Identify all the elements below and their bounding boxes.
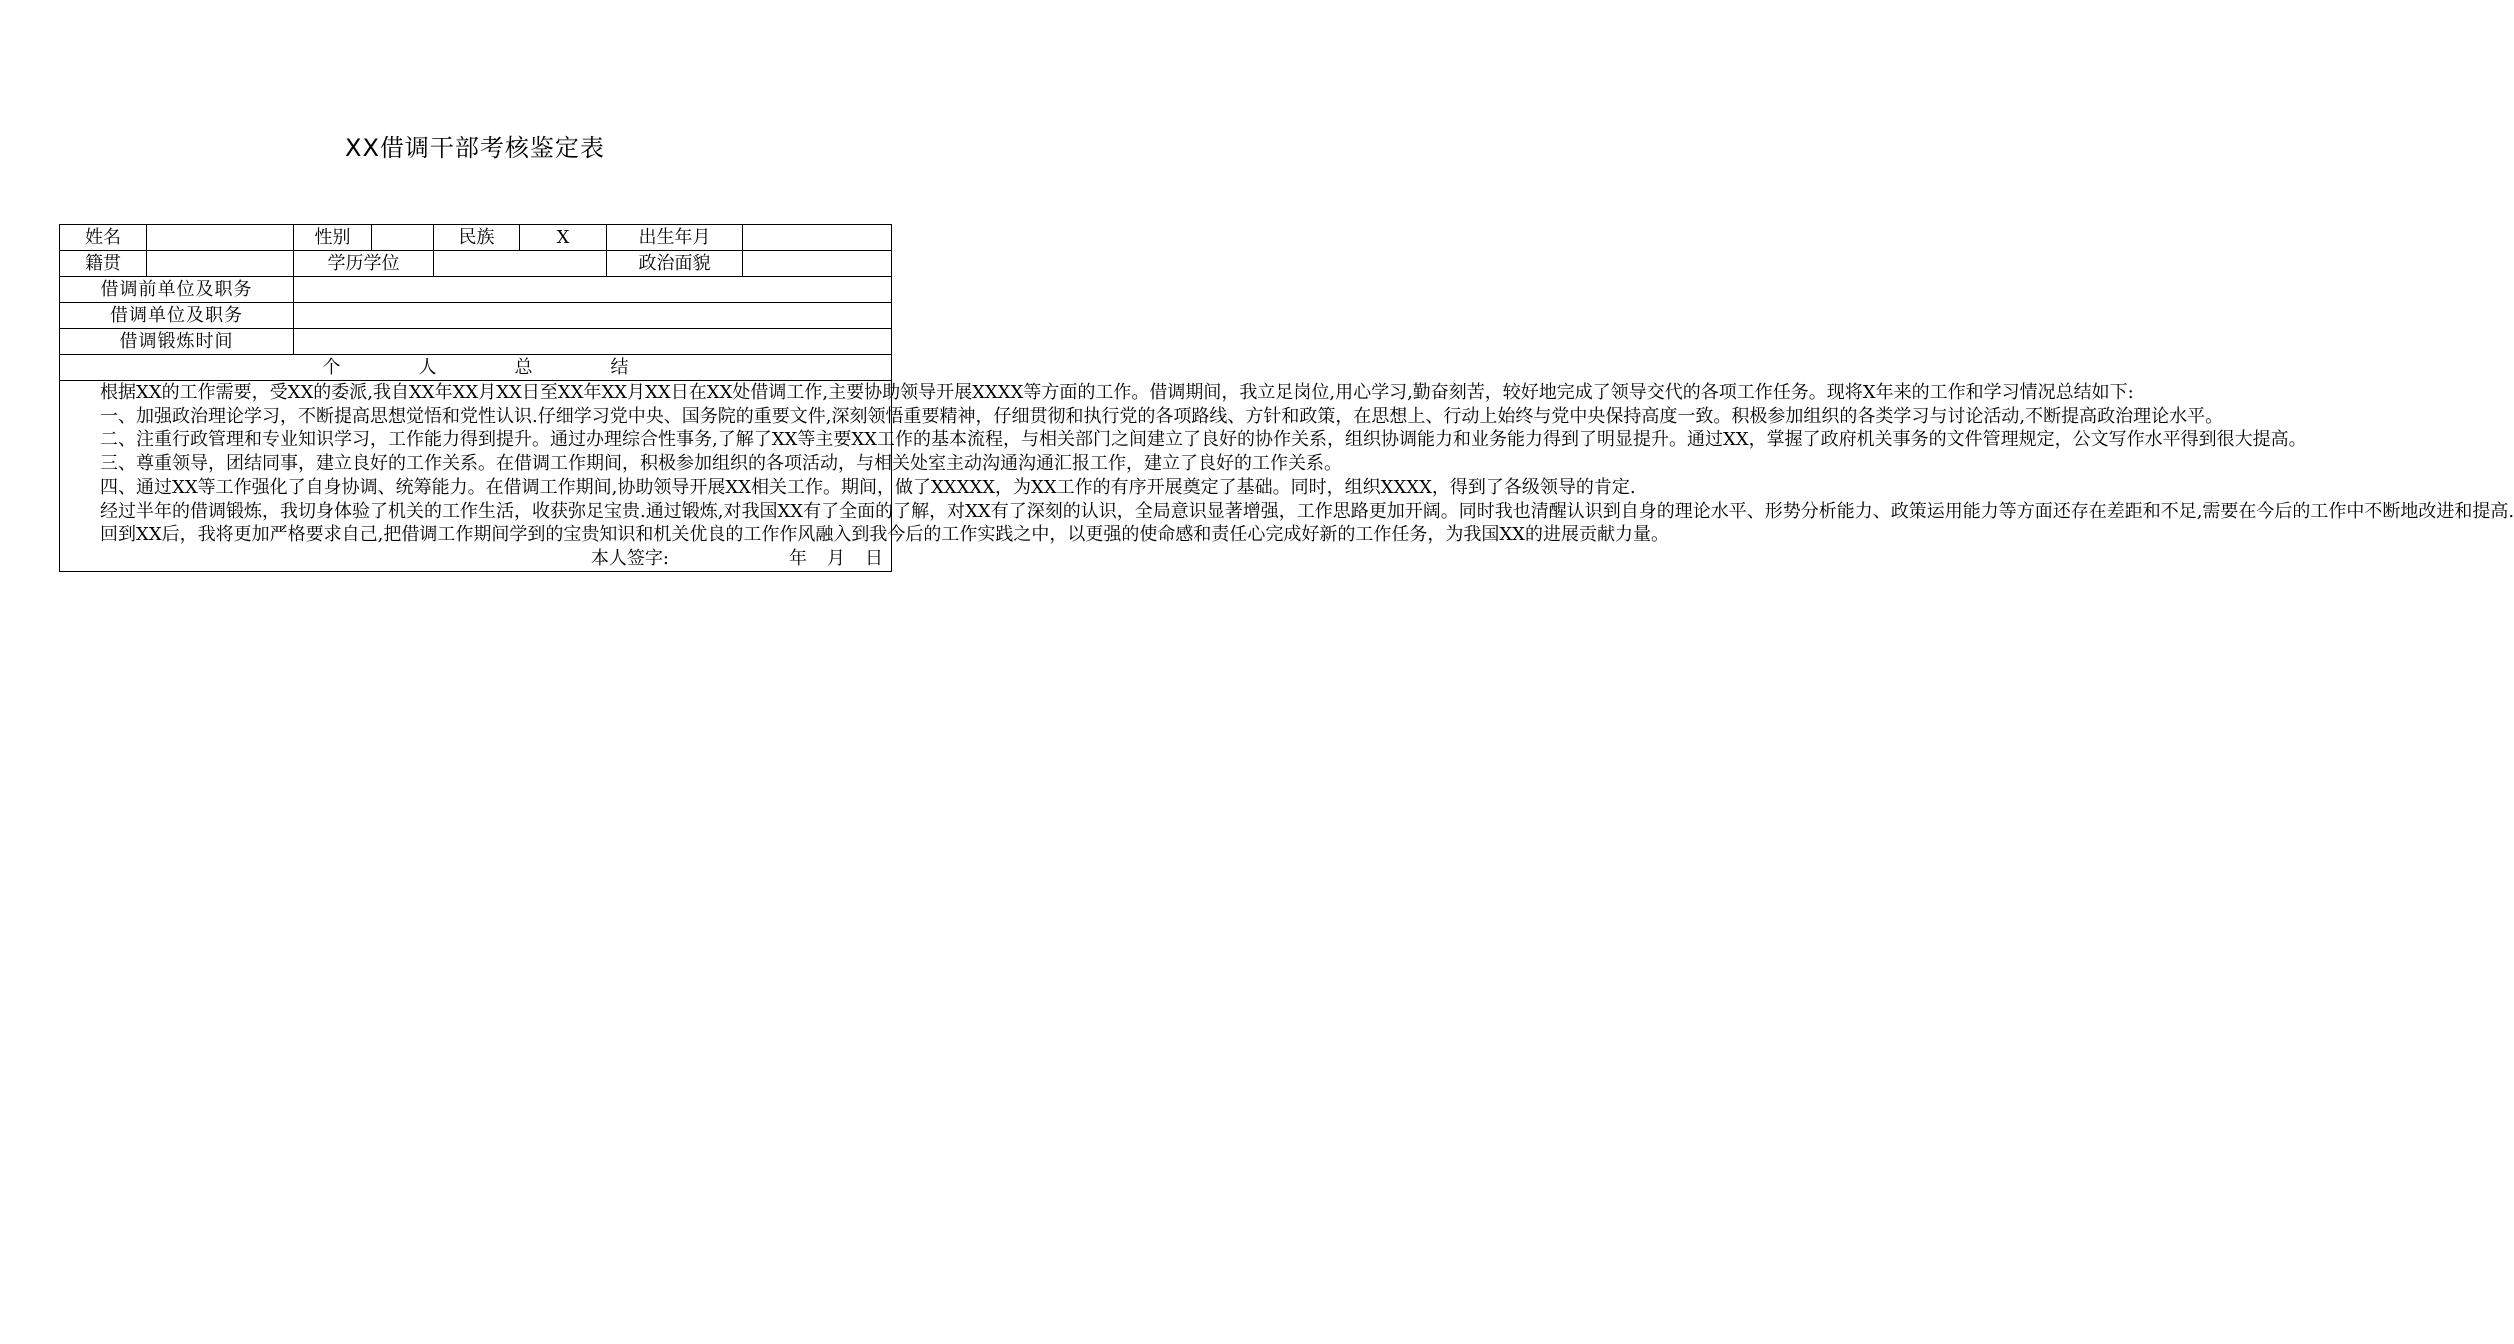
personal-summary-text[interactable] bbox=[60, 381, 2514, 572]
previous-unit-label: 借调前单位及职务 bbox=[60, 277, 294, 303]
ethnicity-label: 民族 bbox=[434, 225, 520, 251]
signature-month: 月 bbox=[827, 547, 845, 569]
period-label: 借调锻炼时间 bbox=[60, 329, 294, 355]
origin-label: 籍贯 bbox=[60, 251, 147, 277]
document-title: XX借调干部考核鉴定表 bbox=[345, 134, 605, 162]
birth-date-label: 出生年月 bbox=[607, 225, 743, 251]
summary-heading-char: 结 bbox=[610, 356, 629, 378]
summary-heading-char: 人 bbox=[418, 356, 437, 378]
summary-paragraph: 三、尊重领导，团结同事，建立良好的工作关系。在借调工作期间，积极参加组织的各项活动，与相关处室主动沟通沟通汇报工作，建立了良好的工作关系。 bbox=[100, 453, 1342, 475]
appraisal-form-table bbox=[59, 224, 2514, 572]
name-label: 姓名 bbox=[60, 225, 147, 251]
summary-paragraph: 二、注重行政管理和专业知识学习，工作能力得到提升。通过办理综合性事务,了解了XX等主要XX工作的基本流程，与相关部门之间建立了良好的协作关系，组织协调能力和业务能力得到了明显提升。通过XX，掌握了政府机关事务的文件管理规定，公文写作水平得到很大提高。 bbox=[100, 429, 2307, 451]
form-row-background bbox=[60, 251, 892, 277]
current-unit-field[interactable] bbox=[294, 303, 892, 329]
summary-paragraph: 四、通过XX等工作强化了自身协调、统筹能力。在借调工作期间,协助领导开展XX相关工作。期间，做了XXXXX，为XX工作的有序开展奠定了基础。同时，组织XXXX，得到了各级领导的肯定. bbox=[100, 476, 1636, 498]
form-row-current-unit bbox=[60, 303, 892, 329]
education-label: 学历学位 bbox=[294, 251, 434, 277]
summary-heading-char: 个 bbox=[322, 356, 341, 378]
ethnicity-field[interactable]: X bbox=[520, 225, 607, 251]
signature-label: 本人签字: bbox=[590, 547, 669, 569]
summary-heading bbox=[60, 355, 892, 381]
form-row-basic-info bbox=[60, 225, 892, 251]
form-row-period bbox=[60, 329, 892, 355]
summary-heading-char: 总 bbox=[514, 356, 533, 378]
gender-field[interactable] bbox=[372, 225, 434, 251]
education-field[interactable] bbox=[434, 251, 607, 277]
gender-label: 性别 bbox=[294, 225, 372, 251]
summary-paragraph: 经过半年的借调锻炼，我切身体验了机关的工作生活，收获弥足宝贵.通过锻炼,对我国XX有了全面的了解，对XX有了深刻的认识，全局意识显著增强，工作思路更加开阔。同时我也清醒认识到自身的理论水平、形势分析能力、政策运用能力等方面还存在差距和不足,需要在今后的工作中不断地改进和提高. bbox=[100, 500, 2514, 522]
summary-paragraph: 回到XX后，我将更加严格要求自己,把借调工作期间学到的宝贵知识和机关优良的工作作风融入到我今后的工作实践之中，以更强的使命感和责任心完成好新的工作任务，为我国XX的进展贡献力量。 bbox=[100, 524, 1669, 546]
name-field[interactable] bbox=[147, 225, 294, 251]
summary-paragraph: 根据XX的工作需要，受XX的委派,我自XX年XX月XX日至XX年XX月XX日在XX处借调工作,主要协助领导开展XXXX等方面的工作。借调期间，我立足岗位,用心学习,勤奋刻苦，较好地完成了领导交代的各项工作任务。现将X年来的工作和学习情况总结如下: bbox=[100, 382, 2134, 403]
previous-unit-field[interactable] bbox=[294, 277, 892, 303]
form-row-previous-unit bbox=[60, 277, 892, 303]
summary-paragraph: 一、加强政治理论学习，不断提高思想觉悟和党性认识.仔细学习党中央、国务院的重要文件,深刻领悟重要精神，仔细贯彻和执行党的各项路线、方针和政策，在思想上、行动上始终与党中央保持高度一致。积极参加组织的各类学习与讨论活动,不断提高政治理论水平。 bbox=[100, 405, 2224, 427]
period-field[interactable] bbox=[294, 329, 892, 355]
signature-line bbox=[64, 547, 887, 571]
current-unit-label: 借调单位及职务 bbox=[60, 303, 294, 329]
signature-day: 日 bbox=[865, 547, 883, 569]
form-row-summary-body bbox=[60, 381, 892, 572]
form-row-summary-heading bbox=[60, 355, 892, 381]
political-status-field[interactable] bbox=[743, 251, 892, 277]
signature-year: 年 bbox=[789, 547, 807, 569]
birth-date-field[interactable] bbox=[743, 225, 892, 251]
origin-field[interactable] bbox=[147, 251, 294, 277]
political-status-label: 政治面貌 bbox=[607, 251, 743, 277]
